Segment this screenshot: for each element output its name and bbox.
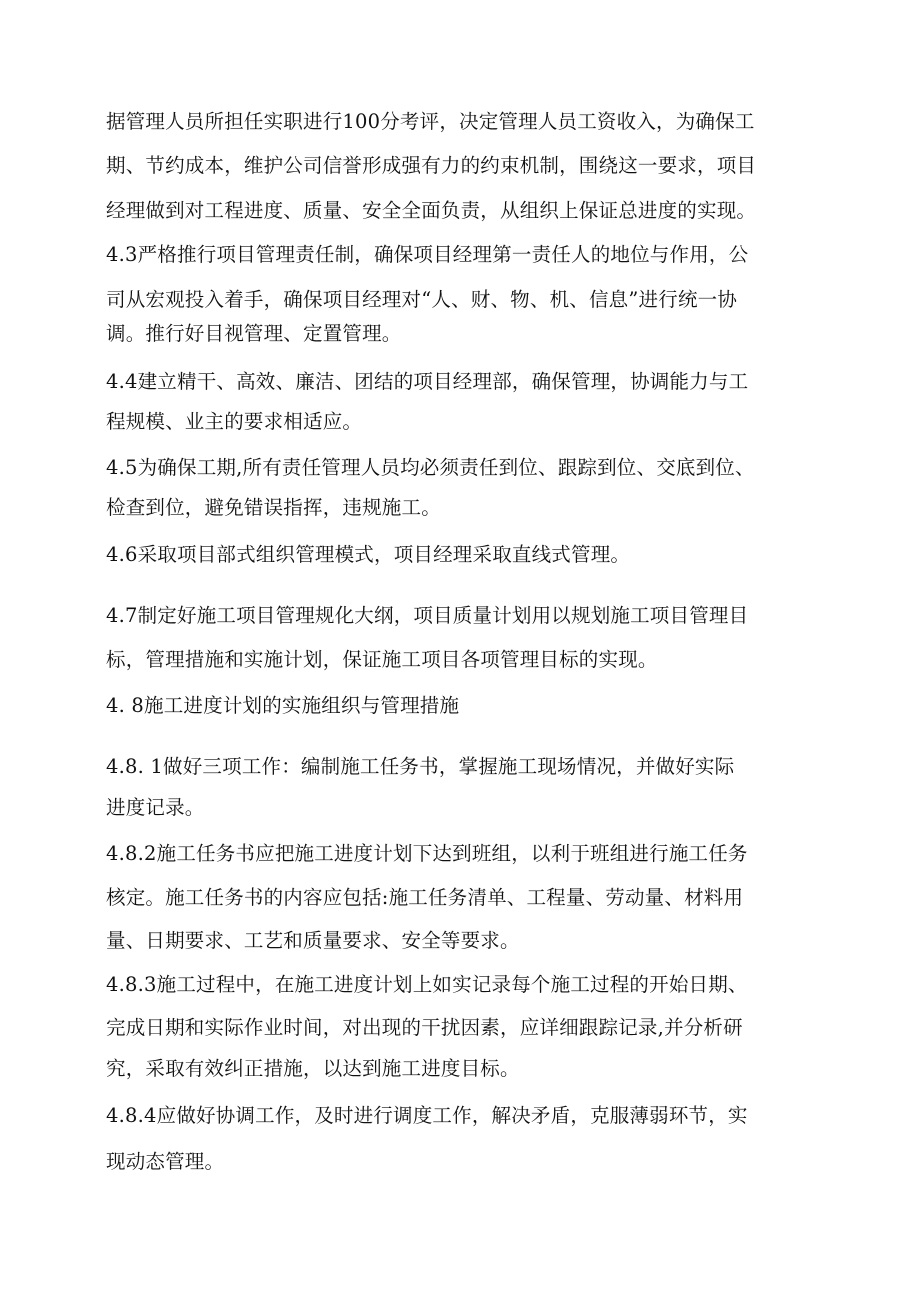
text-line: 检查到位，避免错误指挥，违规施工。 bbox=[106, 496, 441, 519]
text-line: 司从宏观投入着手，确保项目经理对“人、财、物、机、信息”进行统一协 bbox=[106, 288, 738, 311]
text-line: 调。推行好目视管理、定置管理。 bbox=[106, 322, 402, 345]
text-line: 完成日期和实际作业时间，对出现的干扰因素，应详细跟踪记录,并分析研 bbox=[106, 1016, 743, 1039]
text-line: 进度记录。 bbox=[106, 796, 205, 819]
text-line: 4.4建立精干、高效、廉洁、团结的项目经理部，确保管理，协调能力与工 bbox=[106, 370, 749, 393]
text-line: 4.8.3施工过程中，在施工进度计划上如实记录每个施工过程的开始日期、 bbox=[106, 973, 748, 996]
text-line: 4. 8施工进度计划的实施组织与管理措施 bbox=[106, 694, 460, 717]
text-line: 4.8. 1做好三项工作：编制施工任务书，掌握施工现场情况，并做好实际 bbox=[106, 755, 735, 778]
text-line: 程规模、业主的要求相适应。 bbox=[106, 410, 363, 433]
text-line: 核定。施工任务书的内容应包括:施工任务清单、工程量、劳动量、材料用 bbox=[106, 886, 744, 909]
text-line: 标，管理措施和实施计划，保证施工项目各项管理目标的实现。 bbox=[106, 648, 658, 671]
text-line: 4.8.2施工任务书应把施工进度计划下达到班组，以利于班组进行施工任务 bbox=[106, 842, 748, 865]
text-line: 现动态管理。 bbox=[106, 1150, 225, 1173]
text-line: 量、日期要求、工艺和质量要求、安全等要求。 bbox=[106, 929, 520, 952]
text-line: 4.8.4应做好协调工作，及时进行调度工作，解决矛盾，克服薄弱环节，实 bbox=[106, 1104, 748, 1127]
text-line: 经理做到对工程进度、质量、安全全面负责，从组织上保证总进度的实现。 bbox=[106, 199, 757, 222]
text-line: 期、节约成本，维护公司信誉形成强有力的约束机制，围绕这一要求，项目 bbox=[106, 154, 757, 177]
text-line: 究，采取有效纠正措施，以达到施工进度目标。 bbox=[106, 1057, 520, 1080]
text-line: 4.6采取项目部式组织管理模式，项目经理采取直线式管理。 bbox=[106, 543, 631, 566]
text-line: 据管理人员所担任实职进行100分考评，决定管理人员工资收入，为确保工 bbox=[106, 110, 755, 133]
text-line: 4.5为确保工期,所有责任管理人员均必须责任到位、跟踪到位、交底到位、 bbox=[106, 456, 755, 479]
text-line: 4.7制定好施工项目管理规化大纲，项目质量计划用以规划施工项目管理目 bbox=[106, 604, 749, 627]
text-line: 4.3严格推行项目管理责任制，确保项目经理第一责任人的地位与作用，公 bbox=[106, 243, 749, 266]
